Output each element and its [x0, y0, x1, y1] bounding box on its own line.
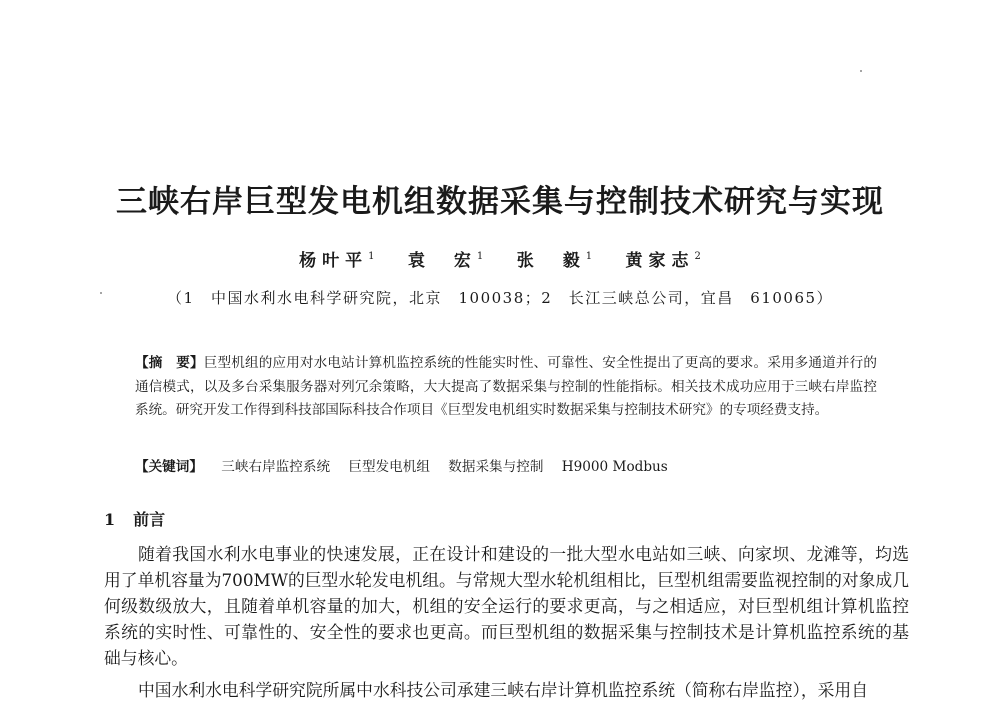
author-name: 杨叶平 [299, 251, 369, 271]
section-heading [104, 507, 165, 530]
author-3 [517, 246, 592, 271]
affiliation-line: （1 中国水利水电科学研究院，北京 100038；2 长江三峡总公司，宜昌 610065） [166, 289, 834, 307]
author-4 [625, 246, 700, 271]
author-2 [408, 246, 483, 271]
keyword: 数据采集与控制 [448, 459, 544, 475]
author-name: 黄家志 [625, 251, 695, 271]
keyword: 三峡右岸监控系统 [221, 459, 331, 475]
author-name: 袁 宏 [407, 251, 477, 271]
author-name: 张 毅 [516, 251, 586, 271]
author-affiliation-mark: 1 [585, 251, 593, 262]
abstract-label: 【摘 要】 [135, 355, 204, 371]
author-affiliation-mark: 2 [694, 251, 701, 262]
keywords-label: 【关键词】 [135, 459, 203, 475]
scan-speck [100, 292, 102, 294]
body-paragraph: 随着我国水利水电事业的快速发展，正在设计和建设的一批大型水电站如三峡、向家坝、龙滩等，均选用了单机容量为700MW的巨型水轮发电机组。与常规大型水轮机组相比，巨型机组需要监视控制的对象成几何级数级放大，且随着单机容量的加大，机组的安全运行的要求更高，与之相适应，对巨型机组计算机监控系统的实时性、可靠性的、安全性的要求也更高。而巨型机组的数据采集与控制技术是计算机监控系统的基础与核心。 [104, 544, 909, 668]
keywords [135, 456, 877, 480]
author-1 [299, 246, 374, 271]
author-affiliation-mark: 1 [368, 251, 375, 262]
paper-title: 三峡右岸巨型发电机组数据采集与控制技术研究与实现 [116, 184, 884, 220]
author-affiliation-mark: 1 [476, 251, 484, 262]
abstract-text: 巨型机组的应用对水电站计算机监控系统的性能实时性、可靠性、安全性提出了更高的要求。采用多通道并行的通信模式，以及多台采集服务器对列冗余策略，大大提高了数据采集与控制的性能指标。相关技术成功应用于三峡右岸监控系统。研究开发工作得到科技部国际科技合作项目《巨型发电机组实时数据采集与控制技术研究》的专项经费支持。 [135, 355, 877, 418]
keyword: 巨型发电机组 [348, 459, 430, 475]
abstract [135, 352, 877, 423]
scan-speck [860, 70, 862, 72]
body-paragraph: 中国水利水电科学研究院所属中水科技公司承建三峡右岸计算机监控系统（简称右岸监控），采用自 [138, 680, 868, 700]
author-list [0, 246, 1000, 271]
section-title: 前言 [133, 510, 166, 529]
section-number: 1 [104, 510, 116, 529]
keyword: H9000 Modbus [561, 459, 668, 475]
